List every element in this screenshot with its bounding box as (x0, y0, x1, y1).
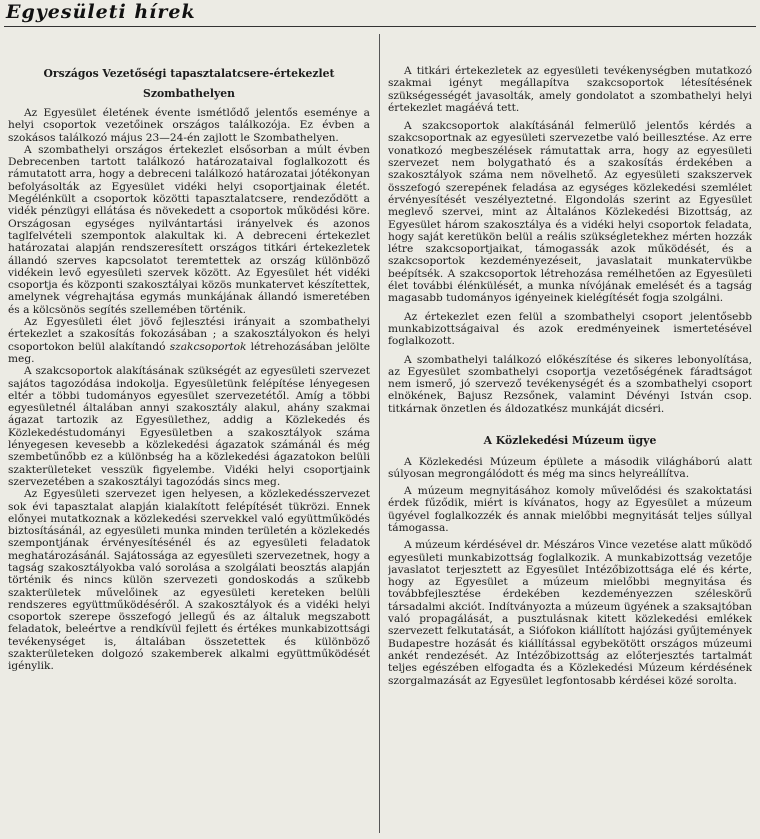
paragraph: Az értekezlet ezen felül a szombathelyi csoport jelentősebb munkabizottságaival és azok eredményeinek ismertetésével foglalkozott. (388, 310, 752, 348)
paragraph: A múzeum megnyitásához komoly művelődési és szakoktatási érdek fűződik, miért is kívánatos, hogy az Egyesület a múzeum ügyével foglalkozzék és annak mielőbbi megnyitását teljes súllyal támogassa. (388, 485, 752, 534)
article-title-line2: Szombathelyen (143, 86, 235, 100)
paragraph: A szakcsoportok alakításánál felmerülő jelentős kérdés a szakcsoportnak az egyesületi szervezetbe való beillesztése. Az erre vonatkozó megbeszélések rámutattak arra, hogy az egyesületi szervezet nem bolygatható és a szakosítás érdekében a szakosztályok száma nem növelhető. Az egyesületi szakszervek összefogó szerepének feladása az egységes közlekedési szemlélet érvényesítését veszélyeztetné. Elgondolás szerint az Egyesület meglevő szervei, mint az Általános Közlekedési Bizottság, az Egyesület három szakosztálya és a vidéki helyi csoportok feladata, hogy saját keretükön belül a reális szükségletekhez mérten hozzák létre szakcsoportjaikat, támogassák azok működését, és a szakcsoportok kezdeményezéseit, javaslatait munkatervükbe beépítsék. A szakcsoportok létrehozása remélhetően az Egyesületi élet további élénkülését, a munka nívójának emelését és a tagság magasabb tudományos igényeinek kielégítését fogja szolgálni. (388, 120, 752, 305)
paragraph (8, 316, 370, 365)
paragraph-text: Az Egyesületi élet jövő fejlesztési irányait a szombathelyi értekezlet a szakosítás fokozásában ; a szakosztályokon és helyi csoportokon belül alakítandó (8, 316, 370, 353)
right-column (388, 38, 752, 837)
section-header (4, 0, 756, 30)
article-title-line1: Országos Vezetőségi tapasztalatcsere-értekezlet (43, 67, 335, 80)
paragraph: A múzeum kérdésével dr. Mészáros Vince vezetése alatt működő egyesületi munkabizottság foglalkozik. A munkabizottság vezetője javaslatot terjesztett az Egyesület Intézőbizottsága elé és kérte, hogy az Egyesület a múzeum mielőbbi megnyitása és továbbfejlesztése érdekében kezdeményezzen széleskörű társadalmi akciót. Indítványozta a múzeum ügyének a szaksajtóban való propagálását, a pusztulásnak kitett közlekedési emlékek szervezett felkutatását, a Siófokon kiállított hajózási gyűjtemények Budapestre hozását és kiállítással egybekötött országos múzeumi ankét rendezését. Az Intézőbizottság az előterjesztés tartalmát teljes egészében elfogadta és a Közlekedési Múzeum kérdésének szorgalmazását az Egyesület legfontosabb kérdései közé sorolta. (388, 539, 752, 687)
article-title: A Közlekedési Múzeum ügye (483, 434, 657, 448)
paragraph-text: létrehozásában jelölte meg. (8, 340, 370, 365)
header-rule (4, 26, 756, 27)
paragraph: Az Egyesület életének évente ismétlődő jelentős eseménye a helyi csoportok vezetőinek országos találkozója. Ez évben a szokásos találkozó május 23—24-én zajlott le Szombathelyen. (8, 107, 370, 144)
left-column (8, 38, 370, 837)
paragraph: A szakcsoportok alakításának szükségét az egyesületi szervezet sajátos tagozódása indokolja. Egyesületünk felépítése lényegesen eltér a többi tudományos egyesület szervezetétől. Amíg a többi egyesületnél általában annyi szakosztály alakul, ahány szakmai ágazat tartozik az Egyesülethez, addig a Közlekedés és Közlekedéstudományi Egyesületben a szakosztályok száma lényegesen kevesebb a közlekedési ágazatok számánál és még szembetűnőbb ez a különbség ha a közlekedési ágazatokon belüli szakterületeket vesszük figyelembe. Vidéki helyi csoportjaink szervezetében a szakosztályi tagozódás sincs meg. (8, 365, 370, 488)
emphasis-text: szakcsoportok (169, 340, 247, 353)
paragraph: A szombathelyi országos értekezlet elsősorban a múlt évben Debrecenben tartott találkozó határozataival foglalkozott és rámutatott arra, hogy a debreceni találkozó határozatai jótékonyan befolyásolták az Egyesület vidéki helyi csoportjainak életét. Megélénkült a csoportok közötti tapasztalatcsere, rendeződött a vidék pénzügyi ellátása és növekedett a csoportok működési köre. Országosan egységes nyilvántartási irányelvek és azonos taglfelvételi szempontok alakultak ki. A debreceni értekezlet határozatai alapján rendszeresített országos titkári értekezletek állandó szerves kapcsolatot teremtettek az ország különböző vidékein levő egyesületi szervek között. Az Egyesület hét vidéki csoportja és központi szakosztályai közös munkatervet készítettek, amelynek végrehajtása egymás munkájának állandó ismeretében és a kölcsönös segítés szellemében történik. (8, 143, 370, 316)
paragraph: A titkári értekezletek az egyesületi tevékenységben mutatkozó szakmai igényt megállapítva szakcsoportok létesítésének szükségességét javasolták, amely gondolatot a szombathelyi helyi értekezlet magáévá tett. (388, 65, 752, 114)
paragraph: A Közlekedési Múzeum épülete a második világháború alatt súlyosan megrongálódott és még ma sincs helyreállítva. (388, 455, 752, 480)
paragraph: Az Egyesületi szervezet igen helyesen, a közlekedésszervezet sok évi tapasztalat alapján kialakított felépítését tükrözi. Ennek előnyei mutatkoznak a közlekedési szervekkel való együttműködés biztosításánál, az egyesületi munka minden területén a közlekedés szempontjának érvényesítésénél és az egyesületi feladatok meghatározásánál. Sajátossága az egyesületi szervezetnek, hogy a tagság szakosztályokba való sorolása a szolgálati beosztás alapján történik és nincs külön szervezeti gondoskodás a szűkebb szakterületek művelőinek az egyesületi kereteken belüli rendszeres együttműködéséről. A szakosztályok és a vidéki helyi csoportok szerepe összefogó jellegű és az általuk megszabott feladatok, beleértve a rendkívül fejlett és értékes munkabizottsági tevékenységet is, általában összetettek és különböző szakterületeken dolgozó szakemberek alkalmi együttműködését igénylik. (8, 488, 370, 673)
column-divider (379, 34, 380, 833)
section-title: Egyesületi hírek (6, 1, 196, 23)
paragraph: A szombathelyi találkozó előkészítése és sikeres lebonyolítása, az Egyesület szombathelyi csoportja vezetőségének fáradtságot nem ismerő, jó szervező tevékenységét és a szombathelyi csoport elnökének, Bajusz Rezsőnek, valamint Dévényi István csop. titkárnak önzetlen és áldozatkész munkáját dicséri. (388, 353, 752, 415)
